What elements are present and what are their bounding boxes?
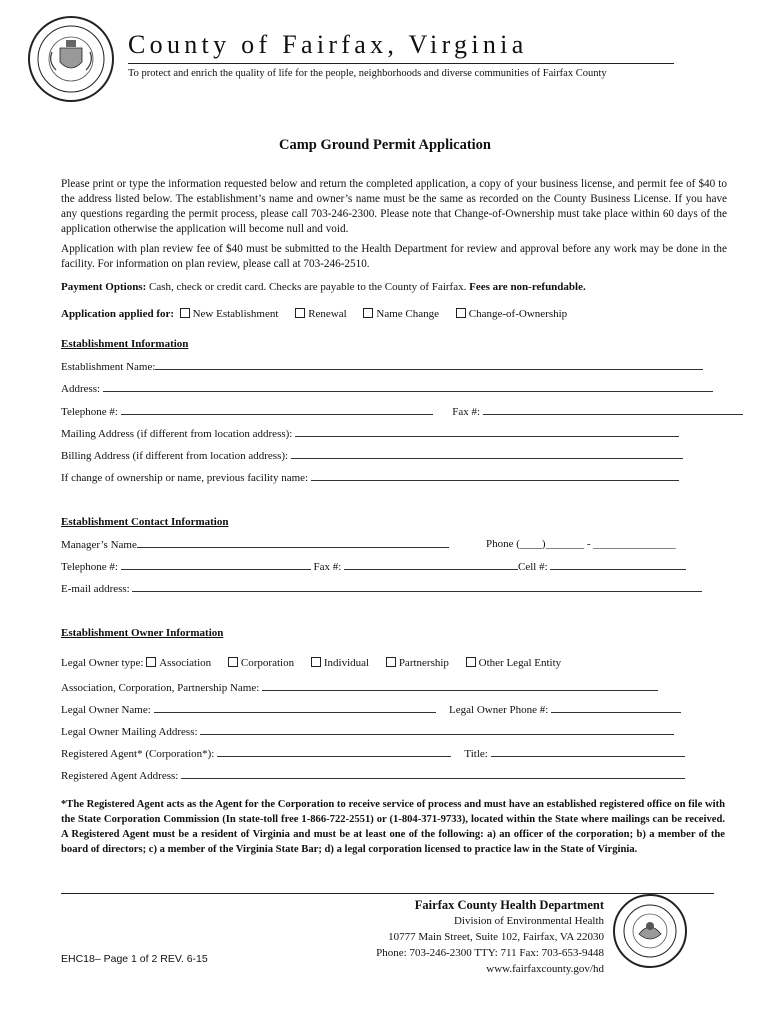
- form-id: EHC18– Page 1 of 2 REV. 6-15: [61, 953, 208, 965]
- acp-name-label: Association, Corporation, Partnership Name:: [61, 682, 260, 694]
- billing-address-label: Billing Address (if different from location address):: [61, 450, 289, 462]
- checkbox[interactable]: [295, 308, 305, 318]
- payment-options-text: Cash, check or credit card. Checks are payable to the County of Fairfax.: [146, 281, 470, 293]
- owner-name-label: Legal Owner Name:: [61, 704, 151, 716]
- county-title: County of Fairfax, Virginia: [128, 30, 528, 59]
- owner-mailing-row: [61, 725, 674, 738]
- cell-field[interactable]: [550, 560, 686, 570]
- acp-name-row: [61, 681, 658, 694]
- fax-field[interactable]: [483, 405, 743, 415]
- checkbox[interactable]: [311, 657, 321, 667]
- contact-fax-field[interactable]: [344, 560, 518, 570]
- option-change-of-ownership[interactable]: Change-of-Ownership: [456, 308, 567, 320]
- checkbox[interactable]: [363, 308, 373, 318]
- fax-label: Fax #:: [452, 406, 481, 418]
- establishment-name-label: Establishment Name:: [61, 361, 156, 373]
- email-field[interactable]: [132, 582, 702, 592]
- option-individual[interactable]: Individual: [311, 657, 369, 669]
- dept-phone: Phone: 703-246-2300 TTY: 711 Fax: 703-653-9448: [376, 947, 604, 959]
- form-title: Camp Ground Permit Application: [278, 137, 491, 153]
- footer-contact: [376, 897, 604, 977]
- billing-address-field[interactable]: [291, 449, 683, 459]
- telephone-fax-row: [61, 405, 743, 418]
- county-tagline: To protect and enrich the quality of life for the people, neighborhoods and diverse communities of Fairfax County: [128, 68, 607, 79]
- health-dept-seal: [613, 894, 687, 968]
- option-name-change[interactable]: Name Change: [363, 308, 439, 320]
- checkbox[interactable]: [466, 657, 476, 667]
- contact-telephone-label: Telephone #:: [61, 561, 118, 573]
- cell-label: Cell #:: [518, 561, 548, 573]
- previous-name-row: [61, 471, 679, 484]
- footer-rule: [61, 893, 714, 894]
- health-seal-icon: [615, 896, 685, 966]
- header-rule: [128, 63, 674, 64]
- manager-name-field[interactable]: [137, 538, 449, 548]
- email-label: E-mail address:: [61, 583, 130, 595]
- registered-agent-label: Registered Agent* (Corporation*):: [61, 748, 215, 760]
- checkbox[interactable]: [180, 308, 190, 318]
- county-seal: [28, 16, 114, 102]
- owner-type-label: Legal Owner type:: [61, 657, 144, 669]
- division: Division of Environmental Health: [454, 915, 604, 927]
- contact-telephone-row: [61, 560, 686, 573]
- establishment-heading: Establishment Information: [61, 338, 189, 350]
- mailing-address-field[interactable]: [295, 427, 679, 437]
- agent-address-field[interactable]: [181, 769, 685, 779]
- contact-phone[interactable]: Phone (____)_______ - _______________: [486, 538, 676, 550]
- previous-name-field[interactable]: [311, 471, 679, 481]
- option-partnership[interactable]: Partnership: [386, 657, 449, 669]
- dept-name: Fairfax County Health Department: [414, 898, 604, 912]
- telephone-field[interactable]: [121, 405, 433, 415]
- registered-agent-field[interactable]: [217, 747, 451, 757]
- applied-for-label: Application applied for:: [61, 308, 175, 320]
- checkbox[interactable]: [456, 308, 466, 318]
- address-row: [61, 382, 713, 395]
- owner-mailing-field[interactable]: [200, 725, 674, 735]
- telephone-label: Telephone #:: [61, 406, 118, 418]
- registered-agent-footnote: *The Registered Agent acts as the Agent for the Corporation to receive service of process and must have an established registered office on file with the State Corporation Commission (In state-toll free 1-866-722-2551) or (1-804-371-9733), located within the State where mailings can be received. A Registered Agent must be a resident of Virginia and must be at least one of the following: a) an officer of the corporation; b) a member of the board of directors; c) a member of the Virginia State Bar; d) a legal corporation licensed to practice law in the State of Virginia.: [61, 799, 725, 855]
- owner-phone-field[interactable]: [551, 703, 681, 713]
- option-renewal[interactable]: Renewal: [295, 308, 346, 320]
- option-association[interactable]: Association: [146, 657, 211, 669]
- manager-name-label: Manager’s Name: [61, 539, 137, 551]
- payment-options: [61, 281, 586, 293]
- owner-mailing-label: Legal Owner Mailing Address:: [61, 726, 198, 738]
- contact-heading: Establishment Contact Information: [61, 516, 229, 528]
- establishment-name-field[interactable]: [155, 360, 703, 370]
- checkbox[interactable]: [228, 657, 238, 667]
- intro-paragraph-1: Please print or type the information requested below and return the completed application, a copy of your business license, and permit fee of $40 to the address listed below. The establishment’s name and owner’s name must be the same as recorded on the County Business License. If you have any questions regarding the permit process, please call 703-246-2300. Please note that Change-of-Ownership must take place within 60 days of the application otherwise the application will become null and void.: [61, 178, 727, 235]
- owner-heading: Establishment Owner Information: [61, 627, 224, 639]
- owner-phone-label: Legal Owner Phone #:: [449, 704, 549, 716]
- establishment-name-row: [61, 360, 703, 373]
- owner-name-field[interactable]: [154, 703, 436, 713]
- acp-name-field[interactable]: [262, 681, 658, 691]
- checkbox[interactable]: [386, 657, 396, 667]
- intro-paragraph-2: Application with plan review fee of $40 must be submitted to the Health Department for review and approval before any work may be done in the facility. For information on plan review, please call at 703-246-2510.: [61, 243, 727, 270]
- option-other-legal-entity[interactable]: Other Legal Entity: [466, 657, 561, 669]
- contact-telephone-field[interactable]: [121, 560, 311, 570]
- application-applied-for: [61, 308, 581, 320]
- checkbox[interactable]: [146, 657, 156, 667]
- option-corporation[interactable]: Corporation: [228, 657, 294, 669]
- billing-address-row: [61, 449, 683, 462]
- owner-name-row: [61, 703, 681, 716]
- option-new-establishment[interactable]: New Establishment: [180, 308, 279, 320]
- email-row: [61, 582, 702, 595]
- title-field[interactable]: [491, 747, 685, 757]
- title-label: Title:: [464, 748, 488, 760]
- registered-agent-row: [61, 747, 685, 760]
- county-seal-icon: [30, 18, 112, 100]
- contact-fax-label: Fax #:: [313, 561, 342, 573]
- mailing-address-label: Mailing Address (if different from location address):: [61, 428, 293, 440]
- payment-options-label: Payment Options:: [61, 281, 147, 293]
- address-field[interactable]: [103, 382, 713, 392]
- fees-non-refundable: Fees are non-refundable.: [469, 281, 586, 293]
- agent-address-label: Registered Agent Address:: [61, 770, 179, 782]
- mailing-address-row: [61, 427, 679, 440]
- previous-name-label: If change of ownership or name, previous facility name:: [61, 472, 309, 484]
- address-label: Address:: [61, 383, 101, 395]
- dept-address: 10777 Main Street, Suite 102, Fairfax, VA 22030: [388, 931, 604, 943]
- manager-row: [61, 538, 449, 551]
- owner-type-row: [61, 657, 575, 669]
- agent-address-row: [61, 769, 685, 782]
- dept-website[interactable]: www.fairfaxcounty.gov/hd: [486, 963, 604, 975]
